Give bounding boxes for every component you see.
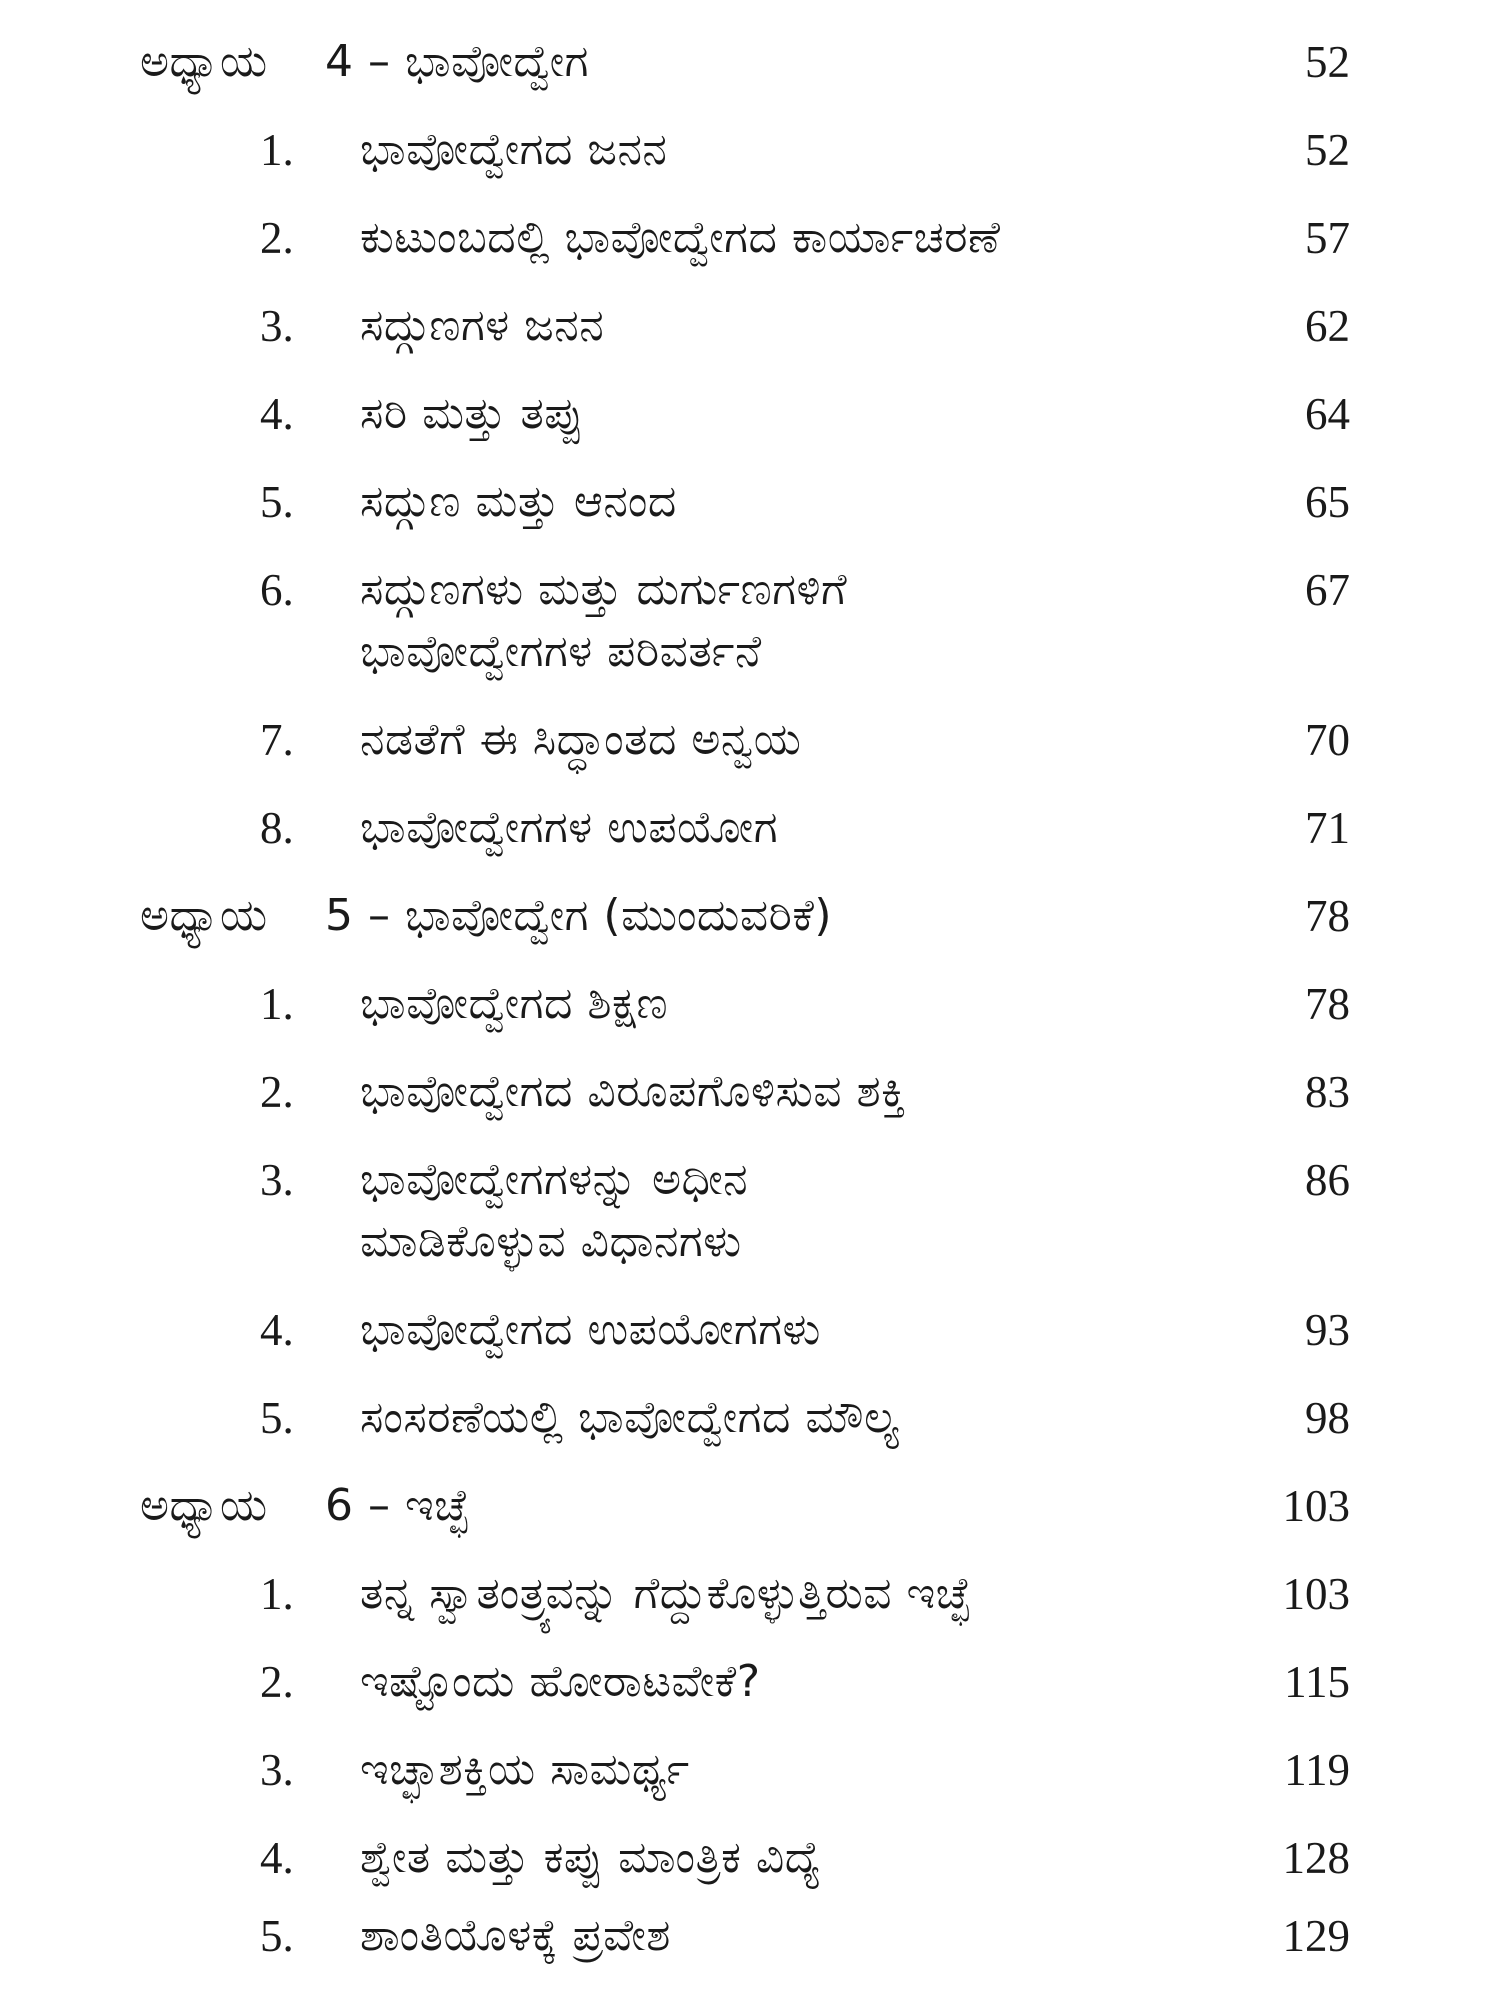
chapter-label: ಅಧ್ಯಾಯ [140, 890, 268, 941]
item-number: 3. [260, 1155, 294, 1205]
item-page-number: 93 [1305, 1305, 1350, 1355]
item-title: ಸದ್ಗುಣ ಮತ್ತು ಆನಂದ [360, 476, 677, 527]
chapter-page-number: 52 [1305, 37, 1350, 87]
toc-chapter-6[interactable] [140, 1480, 1350, 1564]
item-title: ಸರಿ ಮತ್ತು ತಪ್ಪು [360, 388, 584, 439]
item-title: ಸದ್ಗುಣಗಳು ಮತ್ತು ದುರ್ಗುಣಗಳಿಗೆ [360, 564, 848, 615]
item-page-number: 83 [1305, 1067, 1350, 1117]
toc-item[interactable] [260, 1304, 1350, 1388]
item-page-number: 70 [1305, 715, 1350, 765]
item-number: 5. [260, 477, 294, 527]
toc-item[interactable] [260, 1154, 1350, 1298]
item-number: 6. [260, 565, 294, 615]
toc-item[interactable] [260, 1910, 1350, 1994]
item-page-number: 52 [1305, 125, 1350, 175]
toc-item[interactable] [260, 1744, 1350, 1828]
toc-item[interactable] [260, 1066, 1350, 1150]
item-title: ತನ್ನ ಸ್ವಾತಂತ್ರ್ಯವನ್ನು ಗೆದ್ದುಕೊಳ್ಳುತ್ತಿರುವ ಇಚ್ಛೆ [360, 1568, 972, 1619]
item-title: ಭಾವೋದ್ವೇಗದ ವಿರೂಪಗೊಳಿಸುವ ಶಕ್ತಿ [360, 1066, 906, 1117]
item-page-number: 71 [1305, 803, 1350, 853]
item-title: ಕುಟುಂಬದಲ್ಲಿ ಭಾವೋದ್ವೇಗದ ಕಾರ್ಯಾಚರಣೆ [360, 212, 1001, 263]
item-number: 7. [260, 715, 294, 765]
item-title-continuation: ಮಾಡಿಕೊಳ್ಳುವ ವಿಧಾನಗಳು [360, 1216, 742, 1267]
item-page-number: 119 [1284, 1745, 1350, 1795]
item-number: 2. [260, 1067, 294, 1117]
item-number: 5. [260, 1393, 294, 1443]
item-title: ನಡತೆಗೆ ಈ ಸಿದ್ಧಾಂತದ ಅನ್ವಯ [360, 714, 802, 765]
toc-item[interactable] [260, 714, 1350, 798]
toc-item[interactable] [260, 1832, 1350, 1916]
item-page-number: 103 [1282, 1569, 1350, 1619]
item-title: ಸದ್ಗುಣಗಳ ಜನನ [360, 300, 605, 351]
item-number: 4. [260, 1833, 294, 1883]
item-title: ಭಾವೋದ್ವೇಗಗಳನ್ನು ಅಧೀನ [360, 1154, 749, 1205]
item-number: 3. [260, 1745, 294, 1795]
item-title: ಭಾವೋದ್ವೇಗಗಳ ಉಪಯೋಗ [360, 802, 778, 853]
item-number: 1. [260, 1569, 294, 1619]
item-title: ಶಾಂತಿಯೊಳಕ್ಕೆ ಪ್ರವೇಶ [360, 1910, 671, 1961]
item-title: ಭಾವೋದ್ವೇಗದ ಶಿಕ್ಷಣ [360, 978, 669, 1029]
item-title: ಶ್ವೇತ ಮತ್ತು ಕಪ್ಪು ಮಾಂತ್ರಿಕ ವಿದ್ಯೆ [360, 1832, 822, 1883]
item-title: ಇಚ್ಛಾಶಕ್ತಿಯ ಸಾಮರ್ಥ್ಯ [360, 1744, 690, 1795]
toc-item[interactable] [260, 212, 1350, 296]
item-page-number: 57 [1305, 213, 1350, 263]
item-title: ಭಾವೋದ್ವೇಗದ ಜನನ [360, 124, 668, 175]
item-page-number: 64 [1305, 389, 1350, 439]
item-number: 8. [260, 803, 294, 853]
item-page-number: 129 [1282, 1911, 1350, 1961]
item-title: ಸಂಸರಣೆಯಲ್ಲಿ ಭಾವೋದ್ವೇಗದ ಮೌಲ್ಯ [360, 1392, 900, 1443]
toc-item[interactable] [260, 388, 1350, 472]
chapter-label: ಅಧ್ಯಾಯ [140, 36, 268, 87]
chapter-page-number: 78 [1305, 891, 1350, 941]
item-page-number: 65 [1305, 477, 1350, 527]
item-number: 2. [260, 213, 294, 263]
item-page-number: 62 [1305, 301, 1350, 351]
item-title-continuation: ಭಾವೋದ್ವೇಗಗಳ ಪರಿವರ್ತನೆ [360, 626, 762, 677]
chapter-title: 6 – ಇಚ್ಛೆ [325, 1480, 470, 1531]
item-number: 1. [260, 979, 294, 1029]
toc-item[interactable] [260, 564, 1350, 708]
chapter-title: 5 – ಭಾವೋದ್ವೇಗ (ಮುಂದುವರಿಕೆ) [325, 890, 833, 941]
item-page-number: 98 [1305, 1393, 1350, 1443]
toc-item[interactable] [260, 300, 1350, 384]
item-number: 2. [260, 1657, 294, 1707]
item-number: 1. [260, 125, 294, 175]
item-title: ಇಷ್ಟೊಂದು ಹೋರಾಟವೇಕೆ? [360, 1656, 761, 1707]
toc-chapter-5[interactable] [140, 890, 1350, 974]
toc-item[interactable] [260, 124, 1350, 208]
toc-item[interactable] [260, 1656, 1350, 1740]
chapter-title: 4 – ಭಾವೋದ್ವೇಗ [325, 36, 589, 87]
item-page-number: 128 [1282, 1833, 1350, 1883]
item-number: 4. [260, 1305, 294, 1355]
item-page-number: 115 [1284, 1657, 1350, 1707]
toc-item[interactable] [260, 802, 1350, 886]
toc-item[interactable] [260, 476, 1350, 560]
item-page-number: 78 [1305, 979, 1350, 1029]
toc-item[interactable] [260, 1568, 1350, 1652]
toc-chapter-4[interactable] [140, 36, 1350, 120]
item-title: ಭಾವೋದ್ವೇಗದ ಉಪಯೋಗಗಳು [360, 1304, 821, 1355]
item-number: 4. [260, 389, 294, 439]
chapter-page-number: 103 [1282, 1481, 1350, 1531]
chapter-label: ಅಧ್ಯಾಯ [140, 1480, 268, 1531]
item-page-number: 67 [1305, 565, 1350, 615]
toc-item[interactable] [260, 1392, 1350, 1476]
item-number: 5. [260, 1911, 294, 1961]
item-page-number: 86 [1305, 1155, 1350, 1205]
item-number: 3. [260, 301, 294, 351]
toc-item[interactable] [260, 978, 1350, 1062]
